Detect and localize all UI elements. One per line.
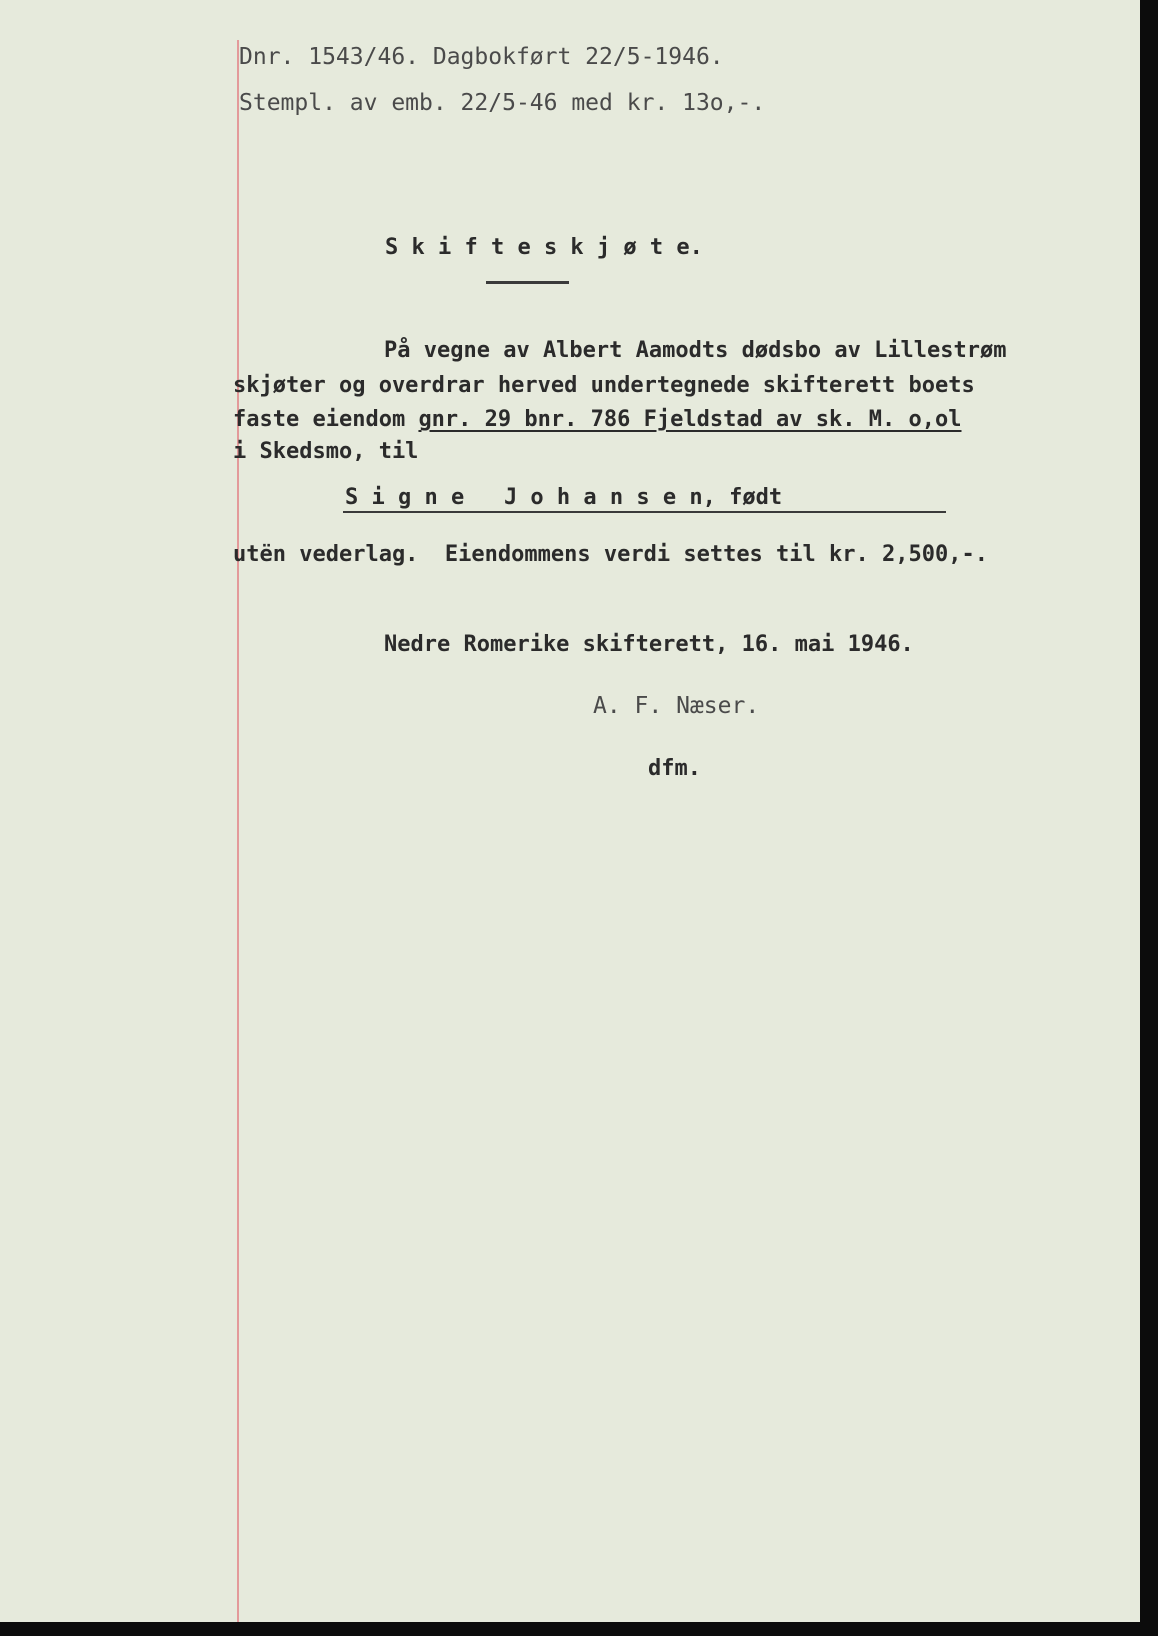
abbreviation-line: dfm. (648, 756, 701, 781)
margin-rule (237, 40, 239, 1622)
text-fragment: faste eiendom (233, 407, 419, 432)
recipient-name: S i g n e J o h a n s e n, (345, 485, 716, 510)
stamp-line: Stempl. av emb. 22/5-46 med kr. 13o,-. (239, 90, 766, 116)
signatory-line: A. F. Næser. (593, 693, 760, 719)
recipient-line (345, 484, 782, 512)
document-title: S k i f t e s k j ø t e. (385, 235, 703, 260)
registry-line: Dnr. 1543/46. Dagbokført 22/5-1946. (239, 44, 724, 70)
recipient-underline (343, 511, 946, 513)
paragraph-line-3 (233, 406, 962, 434)
paragraph-line-1: På vegne av Albert Aamodts dødsbo av Lillestrøm (384, 338, 1007, 363)
title-underline (486, 281, 569, 284)
paragraph-line-2: skjøter og overdrar herved undertegnede skifterett boets (233, 373, 975, 398)
property-designation: gnr. 29 bnr. 786 Fjeldstad av sk. M. o,ol (418, 407, 962, 432)
recipient-suffix: født (715, 485, 783, 510)
paragraph-line-4: i Skedsmo, til (233, 439, 419, 464)
value-line: utën vederlag. Eiendommens verdi settes til kr. 2,500,-. (233, 542, 988, 567)
place-date-line: Nedre Romerike skifterett, 16. mai 1946. (384, 632, 914, 657)
